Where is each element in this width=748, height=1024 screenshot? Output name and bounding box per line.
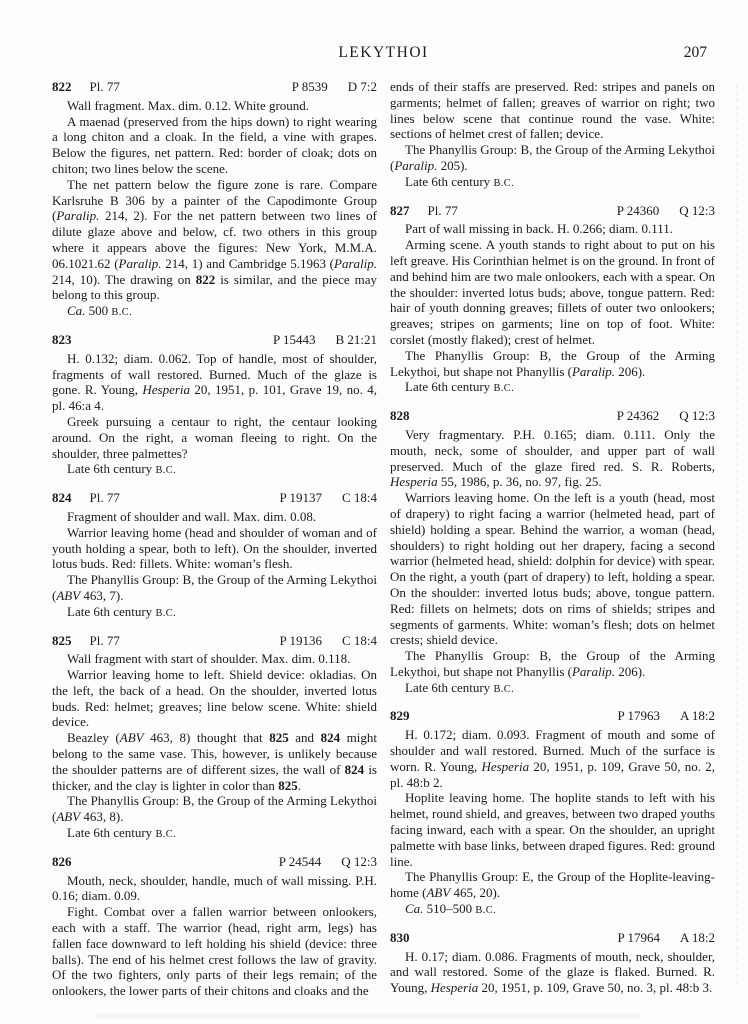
- paragraph: Beazley (ABV 463, 8) thought that 825 and 824 might belong to the same vase. This, however, is unlikely because the shoulder patterns are of different sizes, the wall of 824 is thicker, and the clay is lighter in color than 825.: [52, 730, 378, 793]
- entry-deposit-ref: C 18:4: [341, 632, 377, 648]
- entry-heading: [390, 408, 715, 424]
- entry-inventory-number: P 8539: [291, 79, 328, 94]
- paragraph: The Phanyllis Group: B, the Group of the Arming Lekythoi, but shape not Phanyllis (Paralip. 206).: [390, 347, 715, 379]
- paragraph: The Phanyllis Group: B, the Group of the Arming Lekythoi (ABV 463, 8).: [52, 793, 377, 825]
- entry-deposit-ref: Q 12:3: [679, 202, 715, 218]
- entry-number: 825: [52, 632, 72, 648]
- entry-heading: [390, 708, 715, 724]
- paragraph: Late 6th century B.C.: [67, 603, 177, 619]
- entry-inventory-number: P 19136: [279, 632, 322, 648]
- entry-plate-ref: Pl. 77: [89, 632, 120, 648]
- paragraph: Late 6th century B.C.: [405, 679, 515, 695]
- paragraph: The net pattern below the figure zone is rare. Compare Karlsruhe B 306 by a painter of the Capodimonte Group (Paralip. 214, 2). For the net pattern between two lines of dilute glaze above and below, cf. two others in this group where it appears above the figures: New York, M.M.A. 06.1021.62 (Paralip. 214, 1) and Cambridge 5.1963 (Paralip. 214, 10). The drawing on 822 is similar, and the piece may belong to this group.: [52, 176, 377, 303]
- entry-inventory-number: P 17963: [617, 708, 660, 724]
- paragraph: Ca. 500 B.C.: [67, 303, 133, 319]
- entry-number: 830: [390, 929, 410, 945]
- paragraph: Warrior leaving home to left. Shield device: okladias. On the left, the back of a head. On the shoulder, inverted lotus buds. Red: helmet; greaves; line below scene. White: shield device.: [52, 667, 377, 730]
- paragraph: Arming scene. A youth stands to right about to put on his left greave. His Corinthian helmet is on the ground. In front of and behind him are two male onlookers, each with a spear. On the shoulder: inverted lotus buds; above, tongue pattern. Red: hair of youth donning greaves; fillets of outer two onlookers; greaves; stripes on garments; line on top of foot. White: corslet (mostly flaked); crest of helmet.: [390, 237, 715, 347]
- paragraph: Part of wall missing in back. H. 0.266; diam. 0.111.: [405, 221, 674, 237]
- entry-heading: [52, 79, 377, 95]
- paragraph: Very fragmentary. P.H. 0.165; diam. 0.111. Only the mouth, neck, some of shoulder, and upper part of wall preserved. Much of the glaze fired red. S. R. Roberts, Hesperia 55, 1986, p. 36, no. 97, fig. 25.: [390, 426, 715, 490]
- entry-number: 824: [52, 490, 72, 506]
- page-title: LEKYTHOI: [338, 44, 429, 61]
- paragraph: Greek pursuing a centaur to right, the centaur looking around. On the right, a woman fleeing to right. On the shoulder, three palmettes?: [52, 413, 377, 461]
- entry-heading: [52, 854, 377, 870]
- paragraph: Hoplite leaving home. The hoplite stands to left with his helmet, round shield, and greaves, between two draped youths facing inward, each with a spear. On the shoulder, an upright palmette with base links, between draped figures. Red: ground line.: [390, 790, 715, 869]
- paragraph: The Phanyllis Group: B, the Group of the Arming Lekythoi (Paralip. 205).: [390, 142, 715, 173]
- paragraph: The Phanyllis Group: B, the Group of the Arming Lekythoi, but shape not Phanyllis (Paralip. 206).: [390, 648, 715, 679]
- entry-deposit-ref: Q 12:3: [341, 853, 377, 869]
- entry-number: 826: [52, 853, 72, 869]
- text-columns: [52, 79, 715, 999]
- entry-number: 827: [390, 202, 410, 218]
- running-head: [52, 44, 715, 62]
- entry-heading: [390, 930, 715, 946]
- paragraph: Fragment of shoulder and wall. Max. dim. 0.08.: [67, 508, 317, 524]
- entry-number: 829: [390, 708, 410, 724]
- paragraph: Fight. Combat over a fallen warrior between onlookers, each with a staff. The warrior (head, right arm, legs) has fallen face downward to left holding his shield (device: three balls). The end of his helmet crest follows the law of gravity. Of the two fighters, only parts of their legs remain; of the onlookers, the lower parts of their chitons and cloaks and the: [52, 904, 377, 999]
- text-column-right: [390, 79, 715, 999]
- text-column-left: [52, 79, 377, 999]
- entry-inventory-number: P 17964: [617, 929, 660, 945]
- entry-deposit-ref: D 7:2: [347, 79, 377, 94]
- scan-edge-artifact: [736, 85, 738, 985]
- paragraph: Late 6th century B.C.: [405, 379, 515, 395]
- paragraph: Mouth, neck, shoulder, handle, much of wall missing. P.H. 0.16; diam. 0.09.: [52, 872, 377, 904]
- entry-heading: [52, 633, 377, 649]
- paragraph: The Phanyllis Group: E, the Group of the Hoplite-leaving-home (ABV 465, 20).: [390, 869, 715, 901]
- paragraph: H. 0.17; diam. 0.086. Fragments of mouth, neck, shoulder, and wall restored. Some of the glaze is flaked. Burned. R. Young, Hesperia 20, 1951, p. 109, Grave 50, no. 3, pl. 48:b 3.: [390, 948, 715, 996]
- paragraph: Warrior leaving home (head and shoulder of woman and of youth holding a spear, both to left). On the shoulder, inverted lotus buds. Red: fillets. White: woman’s flesh.: [52, 524, 377, 572]
- entry-plate-ref: Pl. 77: [89, 490, 120, 506]
- entry-heading: [52, 490, 377, 506]
- paragraph: ends of their staffs are preserved. Red: stripes and panels on garments; helmet of fallen; greaves of warrior on right; two lines below scene that continue round the vase. White: sections of helmet crest of fallen; device.: [390, 79, 715, 142]
- entry-deposit-ref: A 18:2: [679, 708, 715, 724]
- paragraph: H. 0.172; diam. 0.093. Fragment of mouth and some of shoulder and wall restored. Burned. Much of the surface is worn. R. Young, Hesperia 20, 1951, p. 109, Grave 50, no. 2, pl. 48:b 2.: [390, 727, 715, 790]
- paragraph: Wall fragment. Max. dim. 0.12. White ground.: [67, 97, 310, 113]
- entry-deposit-ref: B 21:21: [335, 331, 377, 347]
- entry-plate-ref: Pl. 77: [427, 202, 458, 218]
- entry-number: 823: [52, 331, 72, 347]
- entry-number: 822: [52, 79, 72, 94]
- entry-inventory-number: P 24362: [616, 408, 660, 424]
- scan-bottom-artifact: [95, 1014, 640, 1018]
- entry-inventory-number: P 24544: [278, 853, 322, 869]
- paragraph: Warriors leaving home. On the left is a youth (head, most of drapery) to right facing a warrior (helmeted head, part of shield) holding a spear. Behind the warrior, a woman (head, shoulders) to right holding out her drapery, facing a second warrior (helmeted head, shield: dolphin for device) with spear. On the right, a youth (part of drapery) to left, holding a spear. On the shoulder: inverted lotus buds; above, tongue pattern. Red: fillets on helmets; dots on rims of shields; stripes and segments of garments. White: woman’s flesh; dots on helmet crests; shield device.: [390, 490, 715, 648]
- paragraph: Late 6th century B.C.: [67, 461, 177, 477]
- paragraph: Late 6th century B.C.: [67, 825, 177, 841]
- paragraph: Late 6th century B.C.: [405, 173, 515, 189]
- paragraph: The Phanyllis Group: B, the Group of the Arming Lekythoi (ABV 463, 7).: [52, 572, 377, 603]
- entry-heading: [390, 203, 715, 219]
- page-number: 207: [683, 44, 707, 61]
- entry-inventory-number: P 19137: [279, 490, 322, 506]
- entry-number: 828: [390, 408, 410, 424]
- paragraph: Wall fragment with start of shoulder. Max. dim. 0.118.: [67, 651, 351, 667]
- entry-inventory-number: P 15443: [272, 331, 316, 347]
- entry-plate-ref: Pl. 77: [89, 79, 120, 94]
- entry-deposit-ref: C 18:4: [341, 490, 377, 506]
- entry-deposit-ref: A 18:2: [679, 929, 715, 945]
- entry-heading: [52, 332, 377, 348]
- paragraph: Ca. 510–500 B.C.: [405, 901, 497, 917]
- entry-deposit-ref: Q 12:3: [679, 408, 715, 424]
- paragraph: H. 0.132; diam. 0.062. Top of handle, most of shoulder, fragments of wall restored. Burned. Much of the glaze is gone. R. Young, Hesperia 20, 1951, p. 101, Grave 19, no. 4, pl. 46:a 4.: [52, 350, 377, 414]
- entry-inventory-number: P 24360: [616, 202, 660, 218]
- paragraph: A maenad (preserved from the hips down) to right wearing a long chiton and a cloak. In the field, a vine with grapes. Below the figures, net pattern. Red: border of cloak; dots on chiton; two lines below the scene.: [52, 113, 377, 176]
